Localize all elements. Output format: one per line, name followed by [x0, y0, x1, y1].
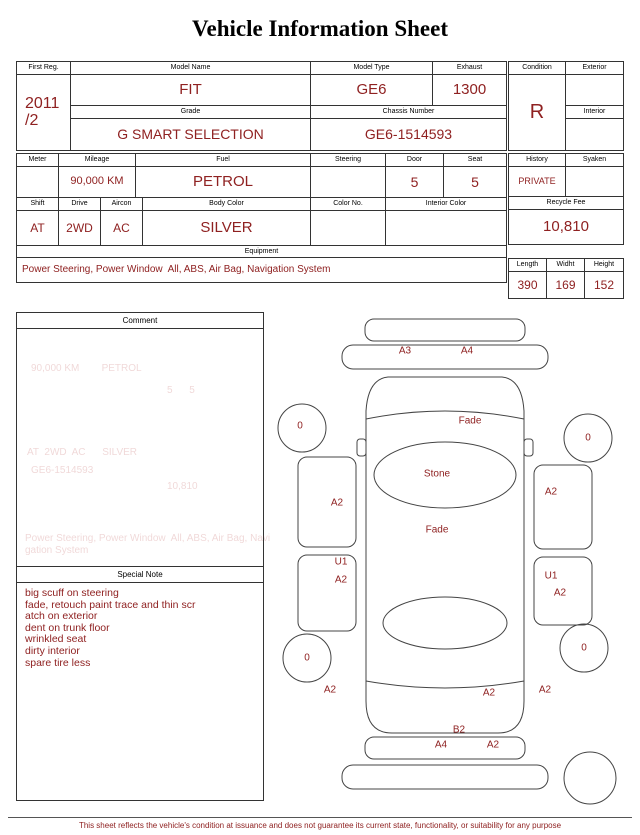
damage-marker: B2	[452, 724, 466, 736]
car-diagram	[270, 313, 626, 805]
model-type-label: Model Type	[311, 62, 433, 75]
meter-value	[17, 167, 59, 197]
first-reg-value	[17, 75, 71, 150]
page-title: Vehicle Information Sheet	[192, 16, 448, 41]
height-value: 152	[593, 277, 615, 292]
special-note-line: fade, retouch paint trace and thin scr	[25, 598, 196, 611]
interior-color-value	[386, 211, 506, 245]
ghost-text: 5 5	[167, 385, 195, 396]
exterior-label: Exterior	[566, 62, 623, 75]
damage-marker: A4	[460, 345, 474, 357]
equipment-value: Power Steering, Power Window All, ABS, Air Bag, Navigation System	[22, 263, 331, 275]
condition-value: R	[509, 75, 566, 150]
special-note-line: big scuff on steering	[25, 587, 119, 599]
chassis-value: GE6-1514593	[364, 126, 453, 143]
damage-marker: Stone	[423, 468, 451, 480]
dimensions-table	[508, 258, 624, 299]
damage-marker: A2	[538, 684, 552, 696]
model-type-value: GE6	[311, 75, 433, 106]
aircon-value: AC	[101, 211, 143, 245]
length-label: Length	[509, 259, 547, 272]
equipment-table	[16, 245, 507, 283]
ghost-text: 10,810	[167, 481, 198, 492]
damage-marker: A2	[482, 687, 496, 699]
width-value: 169	[547, 272, 585, 298]
height-label: Height	[585, 259, 623, 272]
interior-value	[566, 119, 623, 150]
mileage-value: 90,000 KM	[59, 167, 136, 197]
model-name-label: Model Name	[71, 62, 311, 75]
body-color-value: SILVER	[143, 211, 311, 245]
special-note-line: dirty interior	[25, 644, 80, 657]
history-value: PRIVATE	[509, 167, 566, 197]
shift-label: Shift	[17, 198, 59, 211]
damage-marker: A2	[330, 497, 344, 509]
special-note-line: spare tire less	[25, 656, 91, 669]
door-label: Door	[386, 154, 444, 167]
special-note-lines	[17, 583, 263, 674]
first-reg-month: /2	[25, 111, 39, 129]
drive-value: 2WD	[59, 211, 101, 245]
interior-color-label: Interior Color	[386, 198, 506, 211]
grade-label: Grade	[71, 106, 311, 119]
ghost-text: AT 2WD AC SILVER	[27, 447, 138, 458]
interior-label: Interior	[566, 106, 623, 119]
damage-marker: A2	[334, 574, 348, 586]
footer-disclaimer: This sheet reflects the vehicle's condition at issuance and does not guarantee its current state, functionality, or suitability for any purpose	[8, 817, 632, 830]
recycle-fee-label: Recycle Fee	[509, 197, 623, 210]
comment-header: Comment	[17, 313, 263, 329]
damage-marker: A2	[553, 587, 567, 599]
body-color-label: Body Color	[143, 198, 311, 211]
damage-marker: U1	[334, 556, 348, 568]
steering-label: Steering	[311, 154, 386, 167]
ghost-text: 90,000 KM PETROL	[31, 363, 142, 374]
damage-marker: A2	[486, 739, 500, 751]
damage-marker: 0	[585, 432, 591, 444]
mileage-label: Mileage	[59, 154, 136, 167]
ghost-text: Power Steering, Power Window All, ABS, Air Bag, Navi	[25, 533, 271, 544]
identity-table	[16, 61, 507, 151]
damage-marker: 0	[297, 420, 303, 432]
spec-table	[16, 197, 507, 246]
seat-value: 5	[471, 173, 479, 190]
special-note-line: dent on trunk floor	[25, 621, 110, 634]
syaken-label: Syaken	[566, 154, 623, 167]
chassis-label: Chassis Number	[311, 106, 506, 119]
fuel-label: Fuel	[136, 154, 311, 167]
history-table	[508, 153, 624, 245]
fuel-value: PETROL	[136, 167, 311, 197]
comment-ghosts	[17, 329, 271, 566]
exterior-value	[566, 75, 623, 106]
meter-label: Meter	[17, 154, 59, 167]
special-note-line: atch on exterior	[25, 610, 98, 623]
special-note-header: Special Note	[17, 567, 263, 583]
special-note-box	[16, 566, 264, 801]
damage-marker: A2	[323, 684, 337, 696]
recycle-fee-value: 10,810	[543, 218, 589, 236]
color-no-label: Color No.	[311, 198, 386, 211]
color-no-value	[311, 211, 386, 245]
aircon-label: Aircon	[101, 198, 143, 211]
damage-marker: Fade	[425, 524, 449, 536]
damage-marker: A2	[544, 486, 558, 498]
shift-value: AT	[17, 211, 59, 245]
comment-box	[16, 312, 271, 567]
model-name-value: FIT	[71, 75, 311, 106]
damage-marker: A3	[398, 345, 412, 357]
damage-marker: A4	[434, 739, 448, 751]
first-reg-year: 2011	[25, 94, 60, 112]
condition-label: Condition	[509, 62, 566, 75]
exhaust-label: Exhaust	[433, 62, 506, 75]
steering-value	[311, 167, 386, 197]
first-reg-label: First Reg.	[17, 62, 71, 75]
damage-marker: 0	[304, 652, 310, 664]
damage-marker: 0	[581, 642, 587, 654]
syaken-value	[566, 167, 623, 197]
history-label: History	[509, 154, 566, 167]
damage-marker: U1	[544, 570, 558, 582]
damage-marker: Fade	[458, 415, 482, 427]
special-note-line: wrinkled seat	[25, 633, 87, 646]
grade-value: G SMART SELECTION	[71, 119, 311, 150]
drive-label: Drive	[59, 198, 101, 211]
ghost-text: GE6-1514593	[31, 465, 94, 476]
length-value: 390	[509, 272, 547, 298]
door-value: 5	[386, 167, 444, 197]
usage-table	[16, 153, 507, 198]
equipment-label: Equipment	[17, 246, 506, 258]
exhaust-value: 1300	[433, 75, 506, 106]
damage-markers	[270, 313, 626, 805]
width-label: Widht	[547, 259, 585, 272]
ghost-text: gation System	[25, 545, 89, 556]
condition-table	[508, 61, 624, 151]
seat-label: Seat	[444, 154, 506, 167]
